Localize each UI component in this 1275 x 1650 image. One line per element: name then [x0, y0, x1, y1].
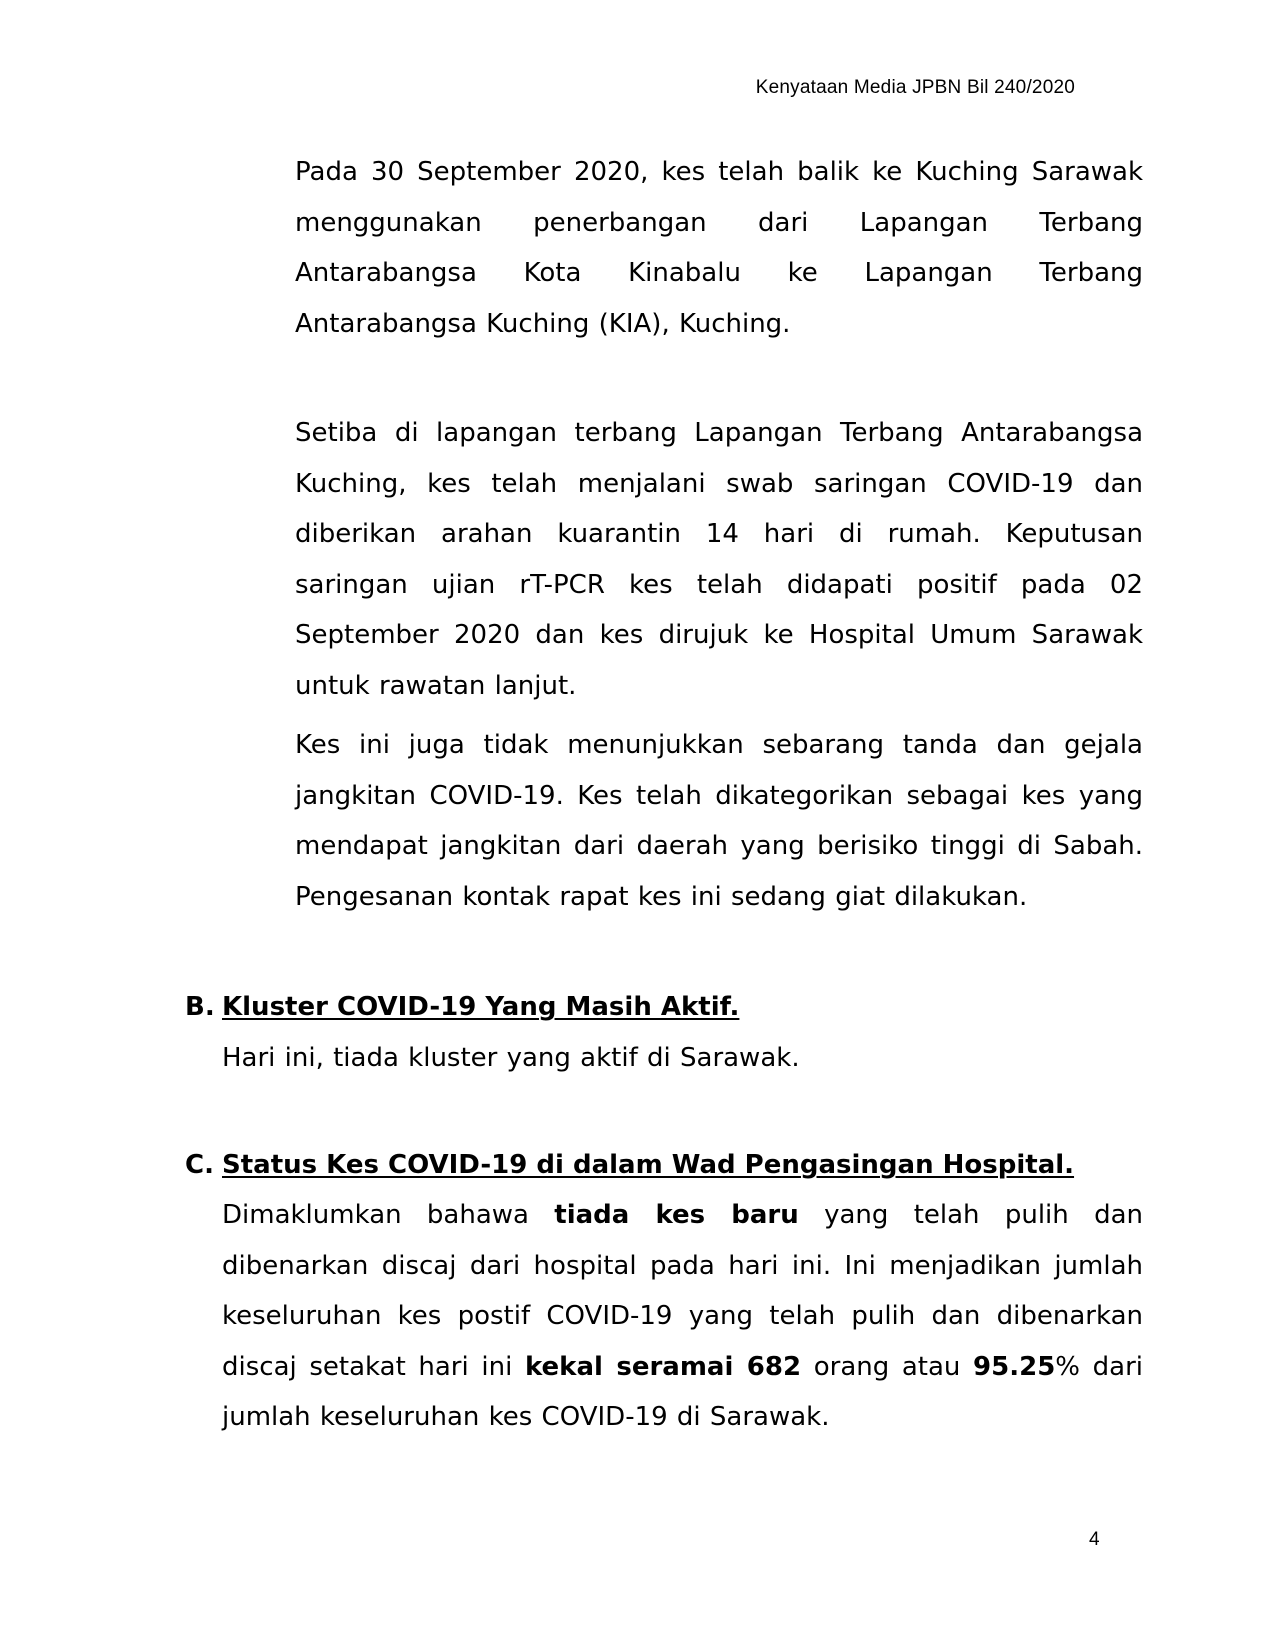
section-b-letter: B. [185, 992, 215, 1022]
section-c-body-text: orang atau [801, 1351, 974, 1382]
section-c-body-text: Dimaklumkan bahawa [222, 1200, 555, 1230]
recovery-percentage-highlight: 95.25 [973, 1351, 1056, 1382]
section-c-body-text: % dari jumlah keseluruhan kes COVID-19 di Sarawak. [222, 1351, 1143, 1432]
section-b-heading [185, 990, 739, 1024]
section-c-body [222, 1190, 1143, 1443]
section-c-body-text: yang telah pulih dan dibenarkan discaj dari hospital pada hari ini. Ini menjadikan jumlah keseluruhan kes postif COVID-19 yang telah pulih dan dibenarkan discaj setakat hari ini [222, 1200, 1143, 1382]
paragraph-symptoms: Kes ini juga tidak menunjukkan sebarang tanda dan gejala jangkitan COVID-19. Kes telah dikategorikan sebagai kes yang mendapat jangkitan dari daerah yang berisiko tinggi di Sabah. Pengesanan kontak rapat kes ini sedang giat dilakukan. [295, 730, 1143, 912]
recovered-total-highlight: kekal seramai 682 [524, 1351, 802, 1382]
section-b-title: Kluster COVID-19 Yang Masih Aktif. [222, 992, 740, 1022]
no-new-cases-highlight: tiada kes baru [554, 1200, 799, 1230]
document-reference-header: Kenyataan Media JPBN Bil 240/2020 [755, 77, 1075, 98]
section-b-body: Hari ini, tiada kluster yang aktif di Sarawak. [222, 1043, 800, 1073]
section-c-letter: C. [185, 1150, 214, 1180]
section-c-heading [185, 1148, 1074, 1182]
paragraph-arrival: Pada 30 September 2020, kes telah balik ke Kuching Sarawak menggunakan penerbangan dari Lapangan Terbang Antarabangsa Kota Kinabalu ke Lapangan Terbang Antarabangsa Kuching (KIA), Kuching. [295, 157, 1143, 339]
paragraph-screening: Setiba di lapangan terbang Lapangan Terbang Antarabangsa Kuching, kes telah menjalani swab saringan COVID-19 dan diberikan arahan kuarantin 14 hari di rumah. Keputusan saringan ujian rT-PCR kes telah didapati positif pada 02 September 2020 dan kes dirujuk ke Hospital Umum Sarawak untuk rawatan lanjut. [295, 418, 1143, 701]
section-c-title: Status Kes COVID-19 di dalam Wad Pengasingan Hospital. [222, 1150, 1075, 1180]
page-number: 4 [1089, 1529, 1100, 1550]
